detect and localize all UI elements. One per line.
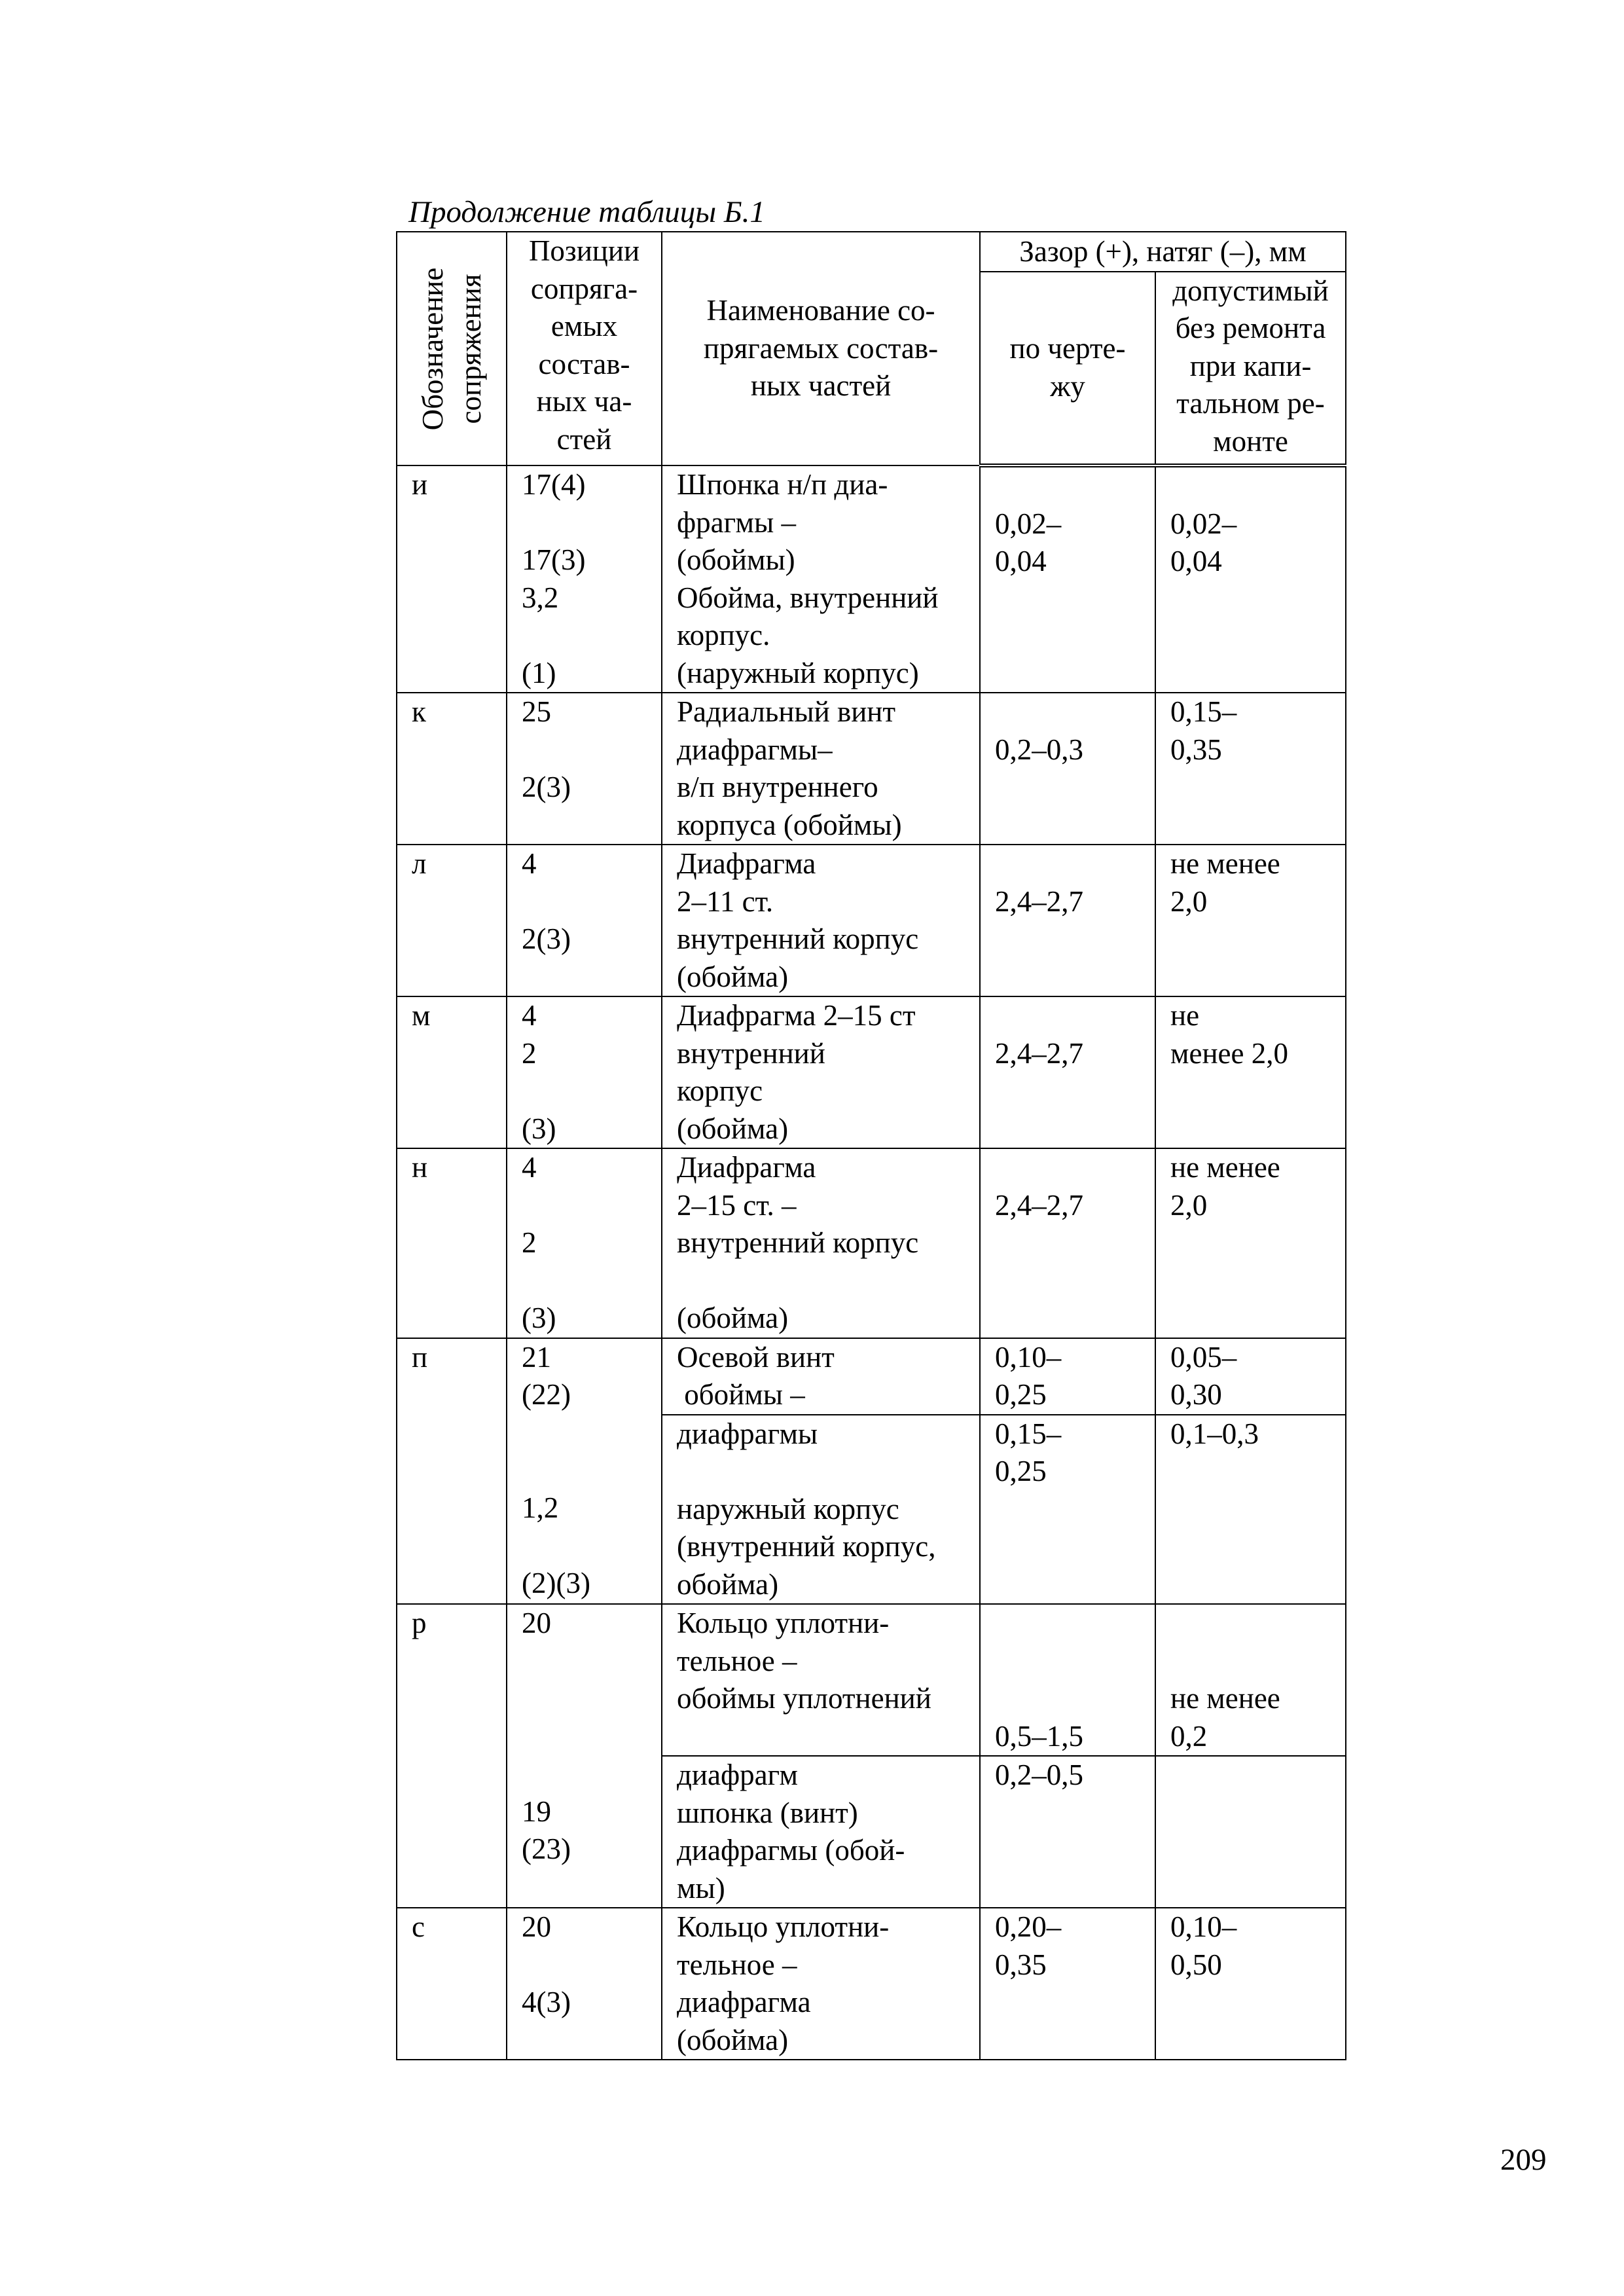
cell-line: 2,4–2,7 (995, 884, 1083, 918)
cell-line: внутренний (677, 1036, 825, 1070)
row-allowed (1155, 996, 1346, 1148)
cell-line: 2,4–2,7 (995, 1036, 1083, 1070)
row-id: с (397, 1908, 507, 2060)
table-caption: Продолжение таблицы Б.1 (408, 195, 765, 229)
cell-line: корпус. (677, 619, 770, 651)
table-row (397, 996, 1346, 1148)
cell-line: обоймы уплотнений (677, 1682, 931, 1715)
cell-line: Кольцо уплотни- (677, 1607, 890, 1639)
row-positions (507, 1604, 662, 1908)
row-by-drawing-part-b (980, 1415, 1155, 1605)
cell-line: 4(3) (522, 1986, 571, 2018)
row-names-part-a (662, 1604, 980, 1756)
row-positions (507, 1908, 662, 2060)
cell-line (522, 1414, 661, 1452)
cell-line: 0,05– (1170, 1340, 1237, 1374)
cell-line (522, 1451, 661, 1489)
cell-line (522, 731, 661, 769)
cell-line: Диафрагма (677, 847, 816, 880)
cell-line (522, 1262, 661, 1300)
cell-line (995, 1643, 1155, 1681)
row-names-rest (677, 1376, 979, 1414)
row-positions (507, 996, 662, 1148)
cell-line: корпус (677, 1074, 763, 1107)
row-by-drawing (980, 845, 1155, 996)
table-row (397, 1908, 1346, 2060)
cell-line: мы) (677, 1871, 725, 1904)
cell-line: корпуса (обоймы) (677, 808, 902, 841)
cell-line: 4 (522, 1151, 537, 1184)
cell-line: 1,2 (522, 1491, 559, 1524)
cell-line: 2 (522, 1226, 537, 1259)
cell-line: сопряга- (530, 272, 638, 305)
cell-line: ных частей (750, 369, 892, 403)
cell-line: 2–15 ст. – (677, 1188, 797, 1222)
cell-line: (обойма) (677, 960, 789, 993)
row-positions (507, 845, 662, 996)
header-allowed (1155, 272, 1346, 465)
cell-line (522, 1527, 661, 1565)
cell-line (995, 845, 1155, 883)
cell-line: 2–11 ст. (677, 884, 774, 918)
cell-line: 0,15– (995, 1417, 1062, 1450)
row-positions (507, 465, 662, 693)
cell-line: тельное – (677, 1644, 797, 1677)
cell-line: 0,25 (995, 1378, 1047, 1411)
cell-line: (3) (522, 1302, 556, 1334)
cell-line: фрагмы – (677, 505, 796, 539)
cell-line: (2)(3) (522, 1566, 590, 1599)
row-names-part-b (662, 1415, 980, 1605)
cell-line (995, 1605, 1155, 1643)
cell-line: (1) (522, 656, 556, 689)
cell-line: 0,02– (1170, 507, 1237, 540)
row-allowed (1155, 465, 1346, 693)
cell-line: 2,4–2,7 (995, 1188, 1083, 1222)
cell-line (1170, 467, 1345, 505)
cell-line (995, 693, 1155, 731)
cell-line: в/п внутреннего (677, 771, 878, 803)
cell-line: не (1170, 999, 1200, 1032)
row-by-drawing (980, 693, 1155, 845)
cell-line: Диафрагма (677, 1151, 816, 1184)
cell-line: 0,15– (1170, 695, 1237, 728)
row-positions (507, 693, 662, 845)
row-allowed (1155, 693, 1346, 845)
row-allowed (1155, 1148, 1346, 1338)
cell-line: тельное – (677, 1948, 797, 1981)
cell-line: 0,04 (1170, 545, 1222, 577)
mating-table (396, 231, 1346, 2060)
cell-line: по черте- (1009, 332, 1126, 365)
cell-line: 0,20– (995, 1910, 1062, 1943)
cell-line: допустимый (1172, 274, 1329, 307)
cell-line: 17(3) (522, 543, 586, 576)
row-names (662, 996, 980, 1148)
cell-line: 0,50 (1170, 1948, 1222, 1981)
row-allowed-part-a (1155, 1604, 1346, 1756)
cell-line: обоймы – (677, 1378, 805, 1411)
cell-line: 0,35 (995, 1948, 1047, 1981)
cell-line: состав- (538, 347, 630, 380)
row-allowed-part-b (1155, 1756, 1346, 1908)
row-id: и (397, 465, 507, 693)
row-by-drawing (980, 1148, 1155, 1338)
row-allowed (1155, 1908, 1346, 2060)
cell-line: не менее (1170, 847, 1280, 880)
cell-line: не менее (1170, 1151, 1280, 1184)
cell-line: 0,2 (1170, 1719, 1208, 1753)
cell-line: без ремонта (1175, 312, 1326, 345)
row-id: р (397, 1604, 507, 1908)
header-by-drawing (980, 272, 1155, 465)
cell-line (1170, 1757, 1345, 1795)
cell-line: 3,2 (522, 581, 559, 614)
cell-line: 0,10– (995, 1340, 1062, 1374)
cell-line: 0,25 (995, 1455, 1047, 1487)
cell-line: 0,04 (995, 545, 1047, 577)
row-positions (507, 1338, 662, 1605)
cell-line (677, 1262, 979, 1300)
cell-line: емых (550, 310, 618, 342)
cell-line (995, 1149, 1155, 1187)
cell-line: внутренний корпус (677, 1226, 919, 1259)
cell-line: жу (1050, 369, 1085, 403)
row-allowed-part-b (1155, 1415, 1346, 1605)
row-names-first-line: Осевой винт (677, 1340, 835, 1374)
cell-line: 21 (522, 1340, 551, 1374)
cell-line: 4 (522, 847, 537, 880)
cell-line: (23) (522, 1832, 571, 1865)
cell-line: Радиальный винт (677, 695, 896, 728)
cell-line: Обозначение (416, 267, 449, 430)
cell-line: диафрагмы (677, 1417, 818, 1450)
cell-line: 0,5–1,5 (995, 1719, 1083, 1753)
row-allowed (1155, 845, 1346, 996)
row-names-part-a (662, 1338, 980, 1415)
table-row (397, 465, 1346, 693)
cell-line (522, 1187, 661, 1225)
cell-line: диафрагм (677, 1758, 798, 1791)
row-allowed-part-a (1155, 1338, 1346, 1415)
header-positions (507, 232, 662, 465)
cell-line (995, 1680, 1155, 1718)
cell-line (1170, 1605, 1345, 1643)
row-by-drawing-part-a (980, 1338, 1155, 1415)
cell-line: при капи- (1189, 349, 1312, 382)
cell-line: обойма) (677, 1567, 779, 1601)
row-id: л (397, 845, 507, 996)
cell-line: 0,02– (995, 507, 1062, 540)
cell-line (522, 1755, 661, 1793)
cell-line: монте (1213, 424, 1288, 458)
header-names (662, 232, 980, 465)
row-names (662, 693, 980, 845)
cell-line: 2,0 (1170, 884, 1208, 918)
cell-line: наружный корпус (677, 1492, 899, 1525)
row-by-drawing (980, 465, 1155, 693)
header-designation-text (414, 267, 490, 430)
cell-line: сопряжения (454, 273, 487, 424)
cell-line: (3) (522, 1112, 556, 1145)
cell-line: прягаемых состав- (703, 331, 939, 365)
row-positions (507, 1148, 662, 1338)
cell-line (522, 1643, 661, 1681)
cell-line: (внутренний корпус, (677, 1530, 936, 1563)
cell-line: (наружный корпус) (677, 656, 919, 689)
cell-line: 0,2–0,3 (995, 733, 1083, 766)
cell-line: ных ча- (536, 385, 632, 418)
table-row (397, 1604, 1346, 1756)
cell-line: 17(4) (522, 468, 586, 501)
row-names (662, 465, 980, 693)
cell-line (522, 1718, 661, 1756)
cell-line (522, 1680, 661, 1718)
cell-line: диафрагмы– (677, 733, 833, 766)
cell-line: диафрагмы (обой- (677, 1834, 905, 1867)
cell-line: 20 (522, 1607, 551, 1639)
header-designation (397, 232, 507, 465)
cell-line (995, 997, 1155, 1035)
cell-line (522, 1072, 661, 1110)
cell-line: 20 (522, 1910, 551, 1943)
cell-line: не менее (1170, 1682, 1280, 1715)
cell-line: Кольцо уплотни- (677, 1910, 890, 1943)
cell-line (522, 1946, 661, 1984)
row-by-drawing-part-a (980, 1604, 1155, 1756)
cell-line: (обоймы) (677, 543, 795, 576)
cell-line: 0,1–0,3 (1170, 1417, 1259, 1450)
cell-line: 0,30 (1170, 1378, 1222, 1411)
cell-line (522, 504, 661, 542)
cell-line: внутренний корпус (677, 922, 919, 955)
cell-line: Обойма, внутренний (677, 581, 939, 614)
cell-line: Шпонка н/п диа- (677, 468, 888, 501)
cell-line: 2(3) (522, 771, 571, 803)
row-names (662, 1148, 980, 1338)
cell-line: (обойма) (677, 1112, 789, 1145)
cell-line: менее 2,0 (1170, 1036, 1288, 1070)
cell-line (995, 467, 1155, 505)
cell-line: (обойма) (677, 2023, 789, 2056)
cell-line: диафрагма (677, 1986, 811, 2018)
cell-line: тальном ре- (1176, 387, 1325, 420)
row-id: н (397, 1148, 507, 1338)
row-by-drawing (980, 1908, 1155, 2060)
page-number: 209 (1500, 2143, 1547, 2177)
cell-line: Диафрагма 2–15 ст (677, 999, 916, 1032)
row-names (662, 1908, 980, 2060)
table-row (397, 1338, 1346, 1415)
row-by-drawing-part-b (980, 1756, 1155, 1908)
cell-line: стей (556, 422, 612, 456)
cell-line: 0,2–0,5 (995, 1758, 1083, 1791)
cell-line (522, 617, 661, 655)
header-gap-group: Зазор (+), натяг (–), мм (980, 232, 1346, 272)
row-id: п (397, 1338, 507, 1605)
table-row (397, 1148, 1346, 1338)
table-row (397, 845, 1346, 996)
row-names-part-b (662, 1756, 980, 1908)
cell-line: 0,10– (1170, 1910, 1237, 1943)
cell-line: 4 (522, 999, 537, 1032)
cell-line (1170, 1643, 1345, 1681)
cell-line: 19 (522, 1795, 551, 1828)
row-id: м (397, 996, 507, 1148)
table-row (397, 693, 1346, 845)
row-names (662, 845, 980, 996)
cell-line: шпонка (винт) (677, 1796, 858, 1829)
row-by-drawing (980, 996, 1155, 1148)
row-id: к (397, 693, 507, 845)
cell-line (677, 1453, 979, 1491)
cell-line: 25 (522, 695, 551, 728)
cell-line: 2 (522, 1036, 537, 1070)
cell-line: Наименование со- (706, 294, 935, 327)
cell-line: 2(3) (522, 922, 571, 955)
cell-line: (22) (522, 1378, 571, 1411)
cell-line: 0,35 (1170, 733, 1222, 766)
cell-line: 2,0 (1170, 1188, 1208, 1222)
cell-line (522, 883, 661, 921)
cell-line: Позиции (528, 234, 640, 267)
cell-line: (обойма) (677, 1302, 789, 1334)
